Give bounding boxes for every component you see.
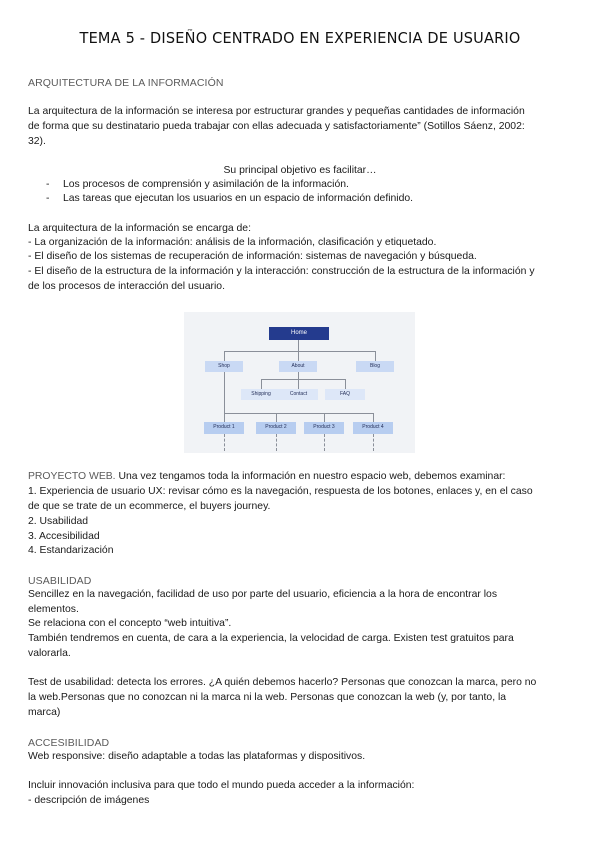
usability-line-2: elementos. (28, 604, 79, 615)
usability-test-line-2: la web.Personas que no conozcan ni la marca ni la web. Personas que conozcan la web (y, por tanto, la (28, 692, 507, 703)
intro-line-2: de forma que su destinatario pueda trabajar con ellas adecuada y satisfactoriamente” (Sotillos Sáenz, 2002: (28, 121, 525, 132)
tasks-line-4: - El diseño de la estructura de la información y la interacción: construcción de la estructura de la información y (28, 266, 535, 277)
diagram-node-shipping: Shipping (241, 389, 281, 400)
project-line-4: 3. Accesibilidad (28, 531, 100, 542)
diagram-node-home: Home (269, 327, 329, 340)
diagram-node-shop: Shop (205, 361, 243, 372)
intro-line-1: La arquitectura de la información se interesa por estructurar grandes y pequeñas cantidades de información (28, 106, 525, 117)
tasks-line-3: - El diseño de los sistemas de recuperación de información: sistemas de navegación y búsqueda. (28, 251, 477, 262)
project-line-2: de que se trate de un ecommerce, el buyers journey. (28, 501, 271, 512)
tasks-line-5: de los procesos de interacción del usuario. (28, 281, 225, 292)
sitemap-diagram (184, 312, 415, 453)
usability-line-1: Sencillez en la navegación, facilidad de uso por parte del usuario, eficiencia a la hora de encontrar los (28, 589, 498, 600)
section-heading-usability: USABILIDAD (28, 575, 92, 587)
section-heading-project: PROYECTO WEB. (28, 471, 116, 482)
diagram-node-blog: Blog (356, 361, 394, 372)
tasks-line-1: La arquitectura de la información se encarga de: (28, 223, 251, 234)
project-line-5: 4. Estandarización (28, 545, 114, 556)
objective-text: Su principal objetivo es facilitar… (223, 165, 377, 176)
usability-test-line-1: Test de usabilidad: detecta los errores. ¿A quién debemos hacerlo? Personas que conozcan la marca, pero no (28, 677, 537, 688)
diagram-node-faq: FAQ (325, 389, 365, 400)
section-heading-architecture: ARQUITECTURA DE LA INFORMACIÓN (28, 77, 224, 89)
diagram-node-product-2: Product 2 (256, 422, 296, 434)
project-line-3: 2. Usabilidad (28, 516, 89, 527)
intro-line-3: 32). (28, 136, 46, 147)
usability-test-line-3: marca) (28, 707, 61, 718)
accessibility-line-1: Web responsive: diseño adaptable a todas las plataformas y dispositivos. (28, 751, 366, 762)
section-heading-accessibility: ACCESIBILIDAD (28, 737, 110, 749)
usability-line-3: Se relaciona con el concepto “web intuitiva”. (28, 618, 232, 629)
diagram-node-about: About (279, 361, 317, 372)
accessibility-inclusive-line-1: Incluir innovación inclusiva para que todo el mundo pueda acceder a la información: (28, 780, 415, 791)
diagram-node-product-1: Product 1 (204, 422, 244, 434)
project-intro: PROYECTO WEB. Una vez tengamos toda la información en nuestro espacio web, debemos examinar: (28, 471, 506, 482)
diagram-node-product-4: Product 4 (353, 422, 393, 434)
usability-line-4: También tendremos en cuenta, de cara a la experiencia, la velocidad de carga. Existen test gratuitos para (28, 633, 514, 644)
objective-bullet-1: - Los procesos de comprensión y asimilación de la información. (46, 179, 349, 190)
page-title: TEMA 5 - DISEÑO CENTRADO EN EXPERIENCIA DE USUARIO (79, 30, 521, 48)
diagram-node-product-3: Product 3 (304, 422, 344, 434)
diagram-node-contact: Contact (279, 389, 318, 400)
project-line-1: 1. Experiencia de usuario UX: revisar cómo es la navegación, respuesta de los botones, enlaces y, en el caso (28, 486, 533, 497)
accessibility-inclusive-line-2: - descripción de imágenes (28, 795, 150, 806)
objective-bullet-2: - Las tareas que ejecutan los usuarios en un espacio de información definido. (46, 193, 414, 204)
tasks-line-2: - La organización de la información: análisis de la información, clasificación y etiquetado. (28, 237, 437, 248)
usability-line-5: valorarla. (28, 648, 71, 659)
